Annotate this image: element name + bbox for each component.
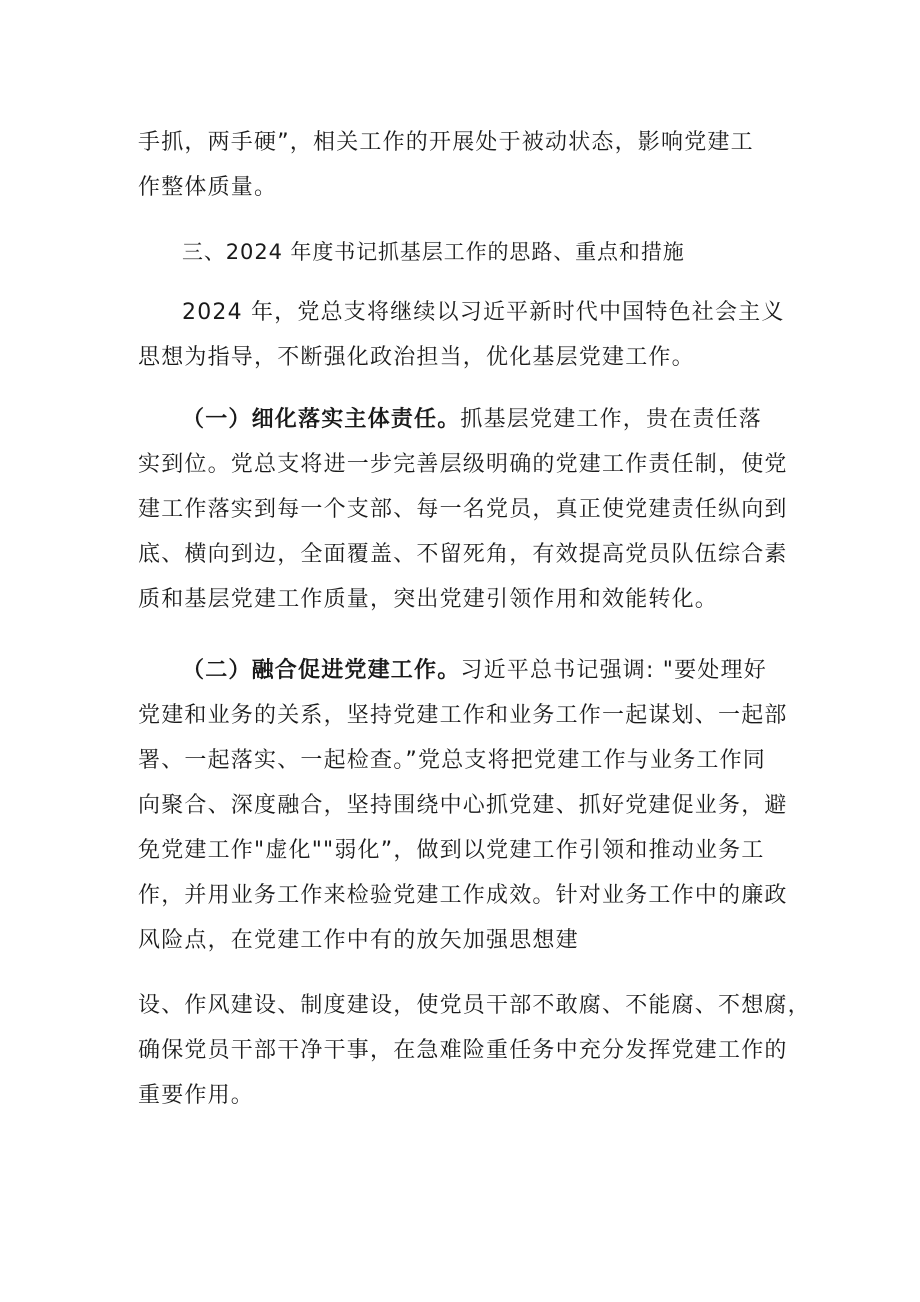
text-line: 实到位。党总支将进一步完善层级明确的党建工作责任制，使党	[138, 452, 788, 477]
text-line: 向聚合、深度融合，坚持围绕中心抓党建、抓好党建促业务，避	[138, 793, 788, 818]
section-heading	[138, 230, 788, 275]
text-line: 免党建工作"虚化""弱化”，做到以党建工作引领和推动业务工	[138, 838, 765, 863]
text-line: 质和基层党建工作质量，突出党建引领作用和效能转化。	[138, 587, 719, 612]
continuation-paragraph	[138, 120, 788, 210]
text-line: 署、一起落实、一起检查。”党总支将把党建工作与业务工作同	[138, 748, 766, 773]
item-2-first-line-rest: 习近平总书记强调: "要处理好	[460, 658, 767, 683]
section-heading-text: 三、2024 年度书记抓基层工作的思路、重点和措施	[182, 240, 685, 264]
text-line: 手抓，两手硬”，相关工作的开展处于被动状态，影响党建工	[138, 130, 754, 155]
text-line: 建工作落实到每一个支部、每一名党员，真正使党建责任纵向到	[138, 497, 788, 522]
text-line: 2024 年，党总支将继续以习近平新时代中国特色社会主义	[182, 300, 785, 325]
text-line: 底、横向到边，全面覆盖、不留死角，有效提高党员队伍综合素	[138, 542, 788, 567]
item-2-lead: （二）融合促进党建工作。	[182, 658, 461, 683]
intro-paragraph	[138, 290, 788, 380]
item-1-paragraph	[138, 397, 788, 622]
item-1-lead: （一）细化落实主体责任。	[182, 407, 461, 432]
item-1-first-line-rest: 抓基层党建工作，贵在责任落	[460, 407, 763, 432]
text-line: 思想为指导，不断强化政治担当，优化基层党建工作。	[138, 345, 695, 370]
item-2-paragraph	[138, 648, 788, 963]
text-line: 设、作风建设、制度建设，使党员干部不敢腐、不能腐、不想腐，	[138, 993, 811, 1018]
text-line: 作，并用业务工作来检验党建工作成效。针对业务工作中的廉政	[138, 883, 788, 908]
item-1-first-line	[138, 397, 788, 442]
text-line: 作整体质量。	[138, 175, 278, 200]
text-line: 重要作用。	[138, 1083, 255, 1108]
text-line: 风险点，在党建工作中有的放矢加强思想建	[138, 928, 579, 953]
item-2-first-line	[138, 648, 788, 693]
text-line: 党建和业务的关系，坚持党建工作和业务工作一起谋划、一起部	[138, 703, 788, 728]
text-line: 确保党员干部干净干事，在急难险重任务中充分发挥党建工作的	[138, 1038, 788, 1063]
tail-paragraph	[138, 983, 811, 1118]
